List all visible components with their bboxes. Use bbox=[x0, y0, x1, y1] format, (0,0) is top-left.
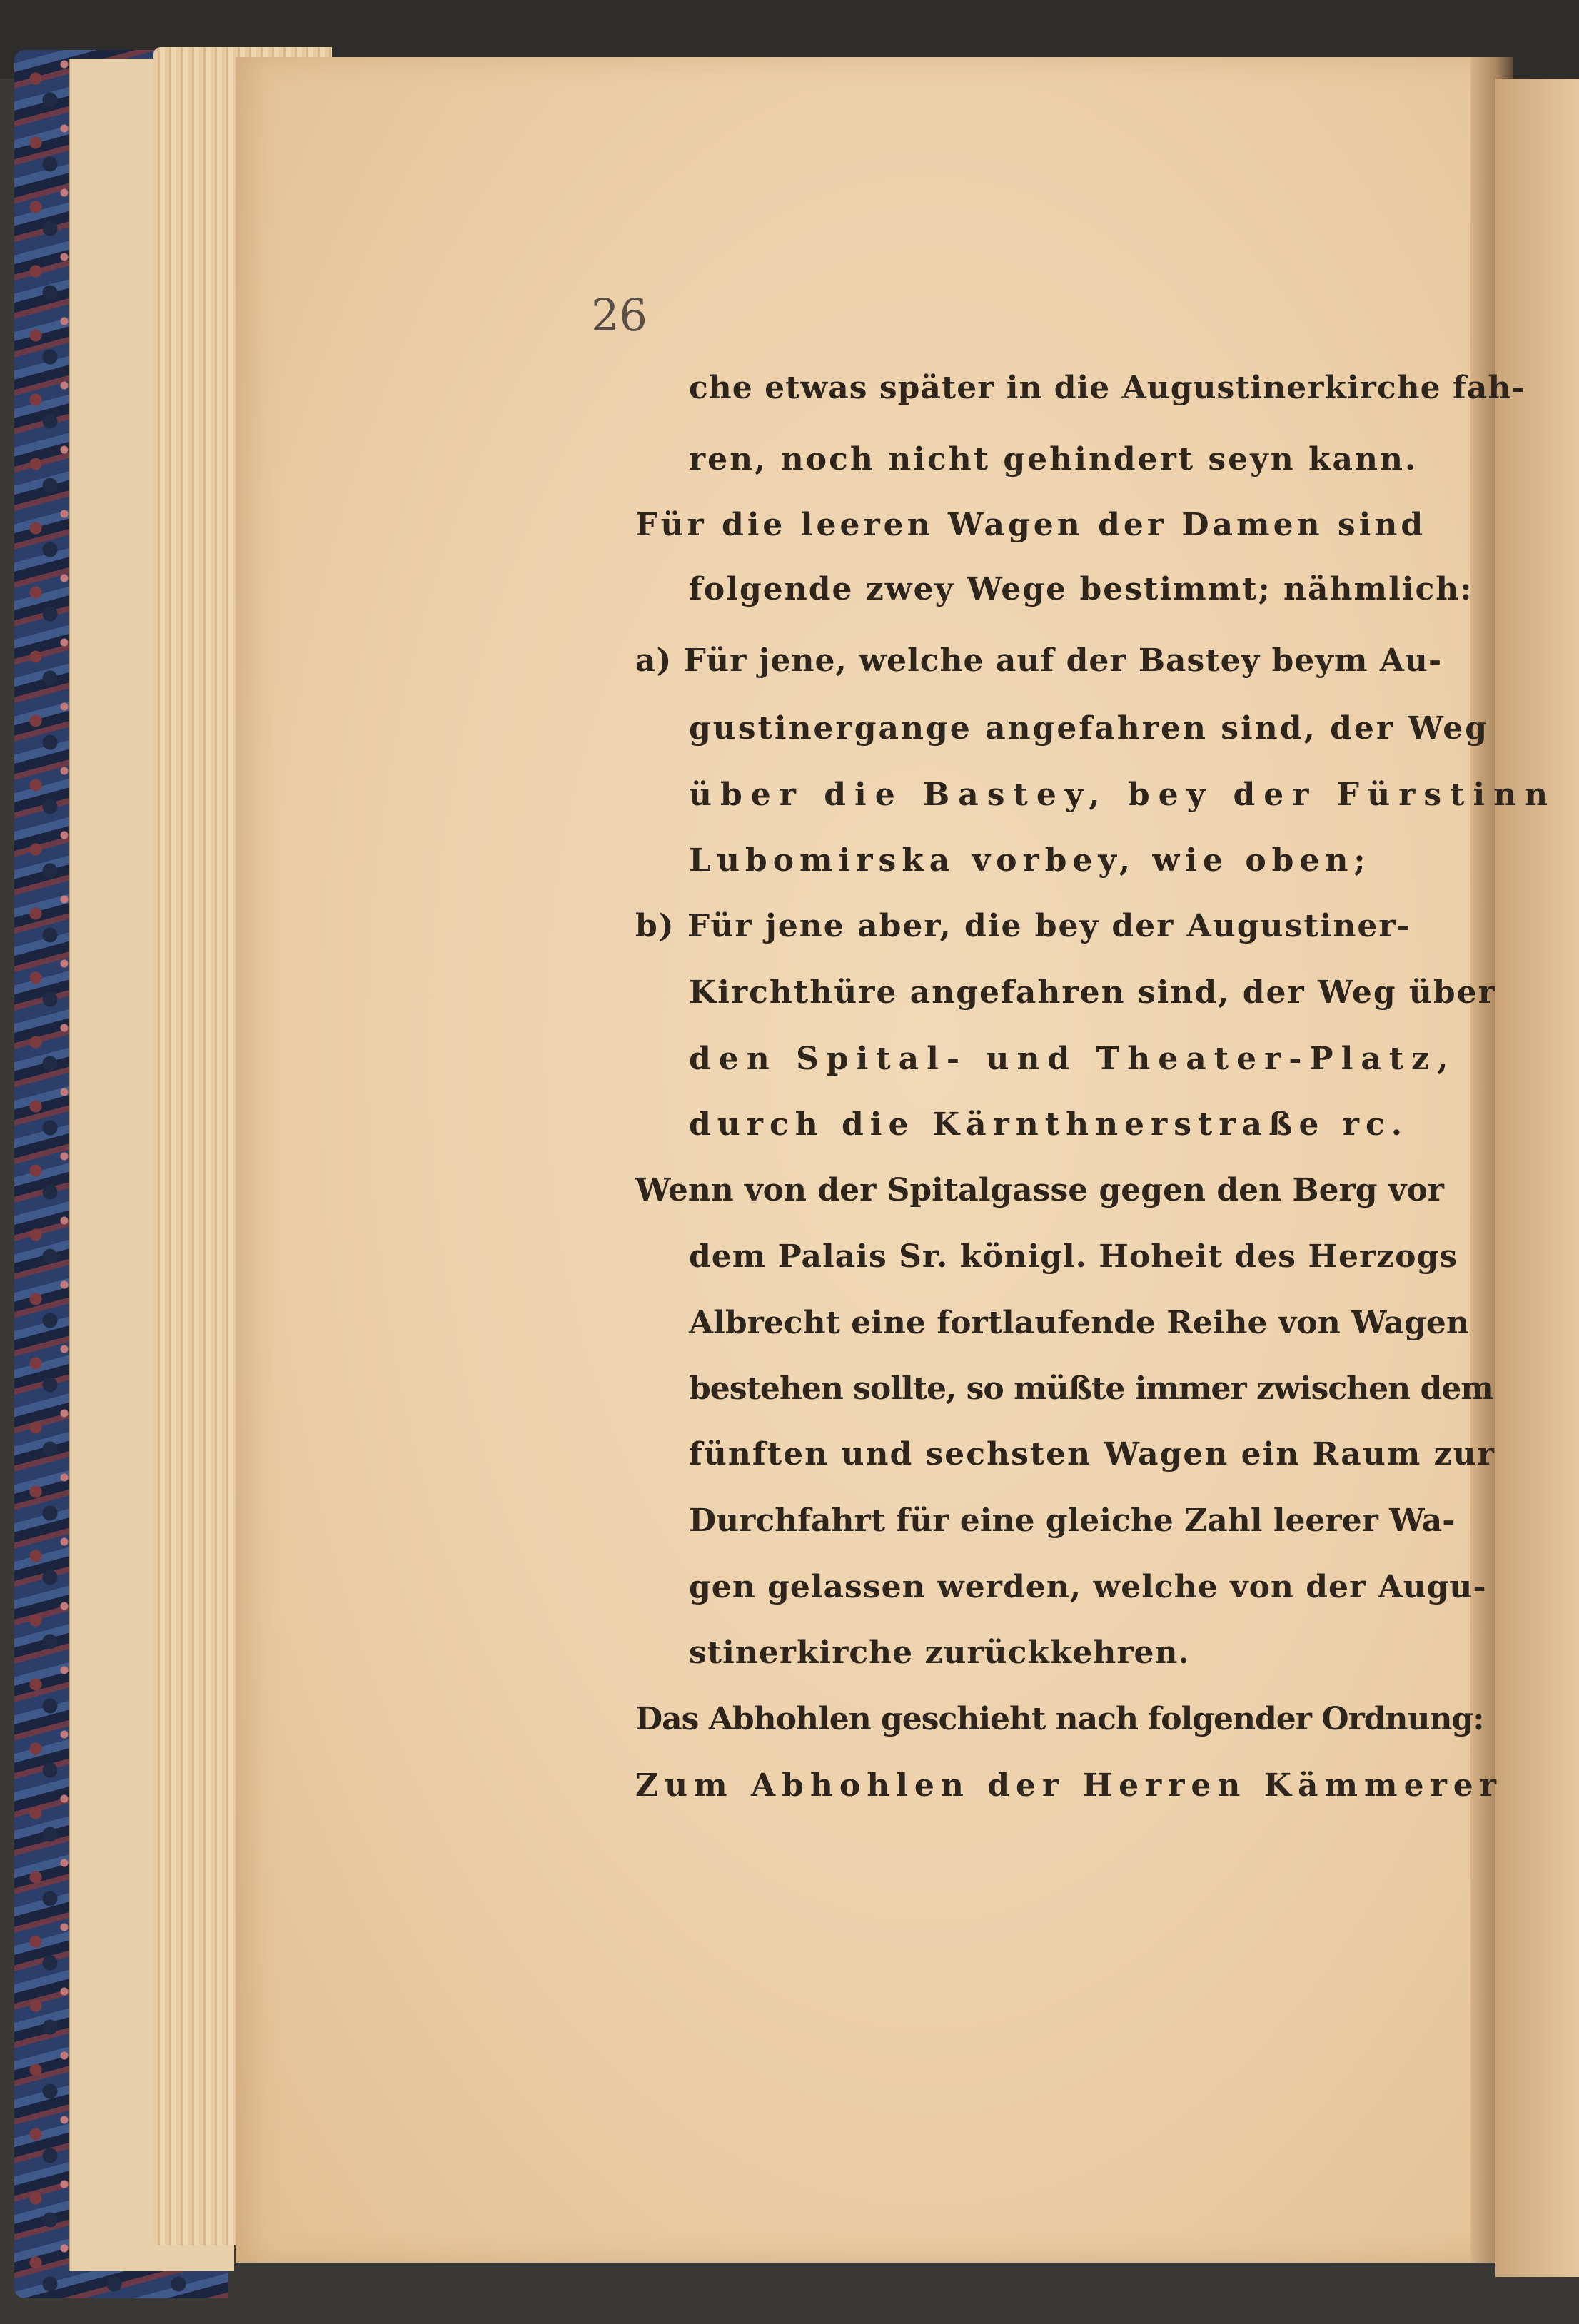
text-line: Wenn von der Spitalgasse gegen den Berg vor bbox=[635, 1172, 1444, 1208]
text-line: über die Bastey, bey der Fürstinn bbox=[689, 777, 1557, 813]
text-line: Das Abhohlen geschieht nach folgender Ordnung: bbox=[635, 1701, 1484, 1737]
text-line: stinerkirche zurückkehren. bbox=[689, 1635, 1190, 1671]
text-line: Albrecht eine fortlaufende Reihe von Wagen bbox=[689, 1305, 1469, 1341]
text-line: fünften und sechsten Wagen ein Raum zur bbox=[689, 1436, 1495, 1472]
next-page-edge bbox=[1495, 79, 1579, 2277]
text-line: folgende zwey Wege bestimmt; nähmlich: bbox=[689, 571, 1473, 607]
text-line: gustinergange angefahren sind, der Weg bbox=[689, 710, 1489, 747]
text-line: durch die Kärnthnerstraße rc. bbox=[689, 1106, 1409, 1143]
text-line: Für die leeren Wagen der Damen sind bbox=[635, 507, 1427, 543]
text-line: che etwas später in die Augustinerkirche fah- bbox=[689, 370, 1525, 406]
text-line: gen gelassen werden, welche von der Augu- bbox=[689, 1569, 1487, 1605]
text-line: a) Für jene, welche auf der Bastey beym Au- bbox=[635, 642, 1443, 679]
text-line: Lubomirska vorbey, wie oben; bbox=[689, 842, 1371, 879]
text-line: dem Palais Sr. königl. Hoheit des Herzogs bbox=[689, 1238, 1458, 1275]
text-line: bestehen sollte, so müßte immer zwischen dem bbox=[689, 1370, 1493, 1407]
text-line: den Spital- und Theater-Platz, bbox=[689, 1041, 1456, 1077]
text-line: b) Für jene aber, die bey der Augustiner- bbox=[635, 908, 1411, 944]
text-line: Kirchthüre angefahren sind, der Weg über bbox=[689, 974, 1496, 1011]
text-line: Durchfahrt für eine gleiche Zahl leerer Wa- bbox=[689, 1502, 1456, 1539]
page-number: 26 bbox=[591, 289, 647, 341]
text-line: ren, noch nicht gehindert seyn kann. bbox=[689, 441, 1418, 478]
text-line: Zum Abhohlen der Herren Kämmerer bbox=[635, 1767, 1503, 1804]
